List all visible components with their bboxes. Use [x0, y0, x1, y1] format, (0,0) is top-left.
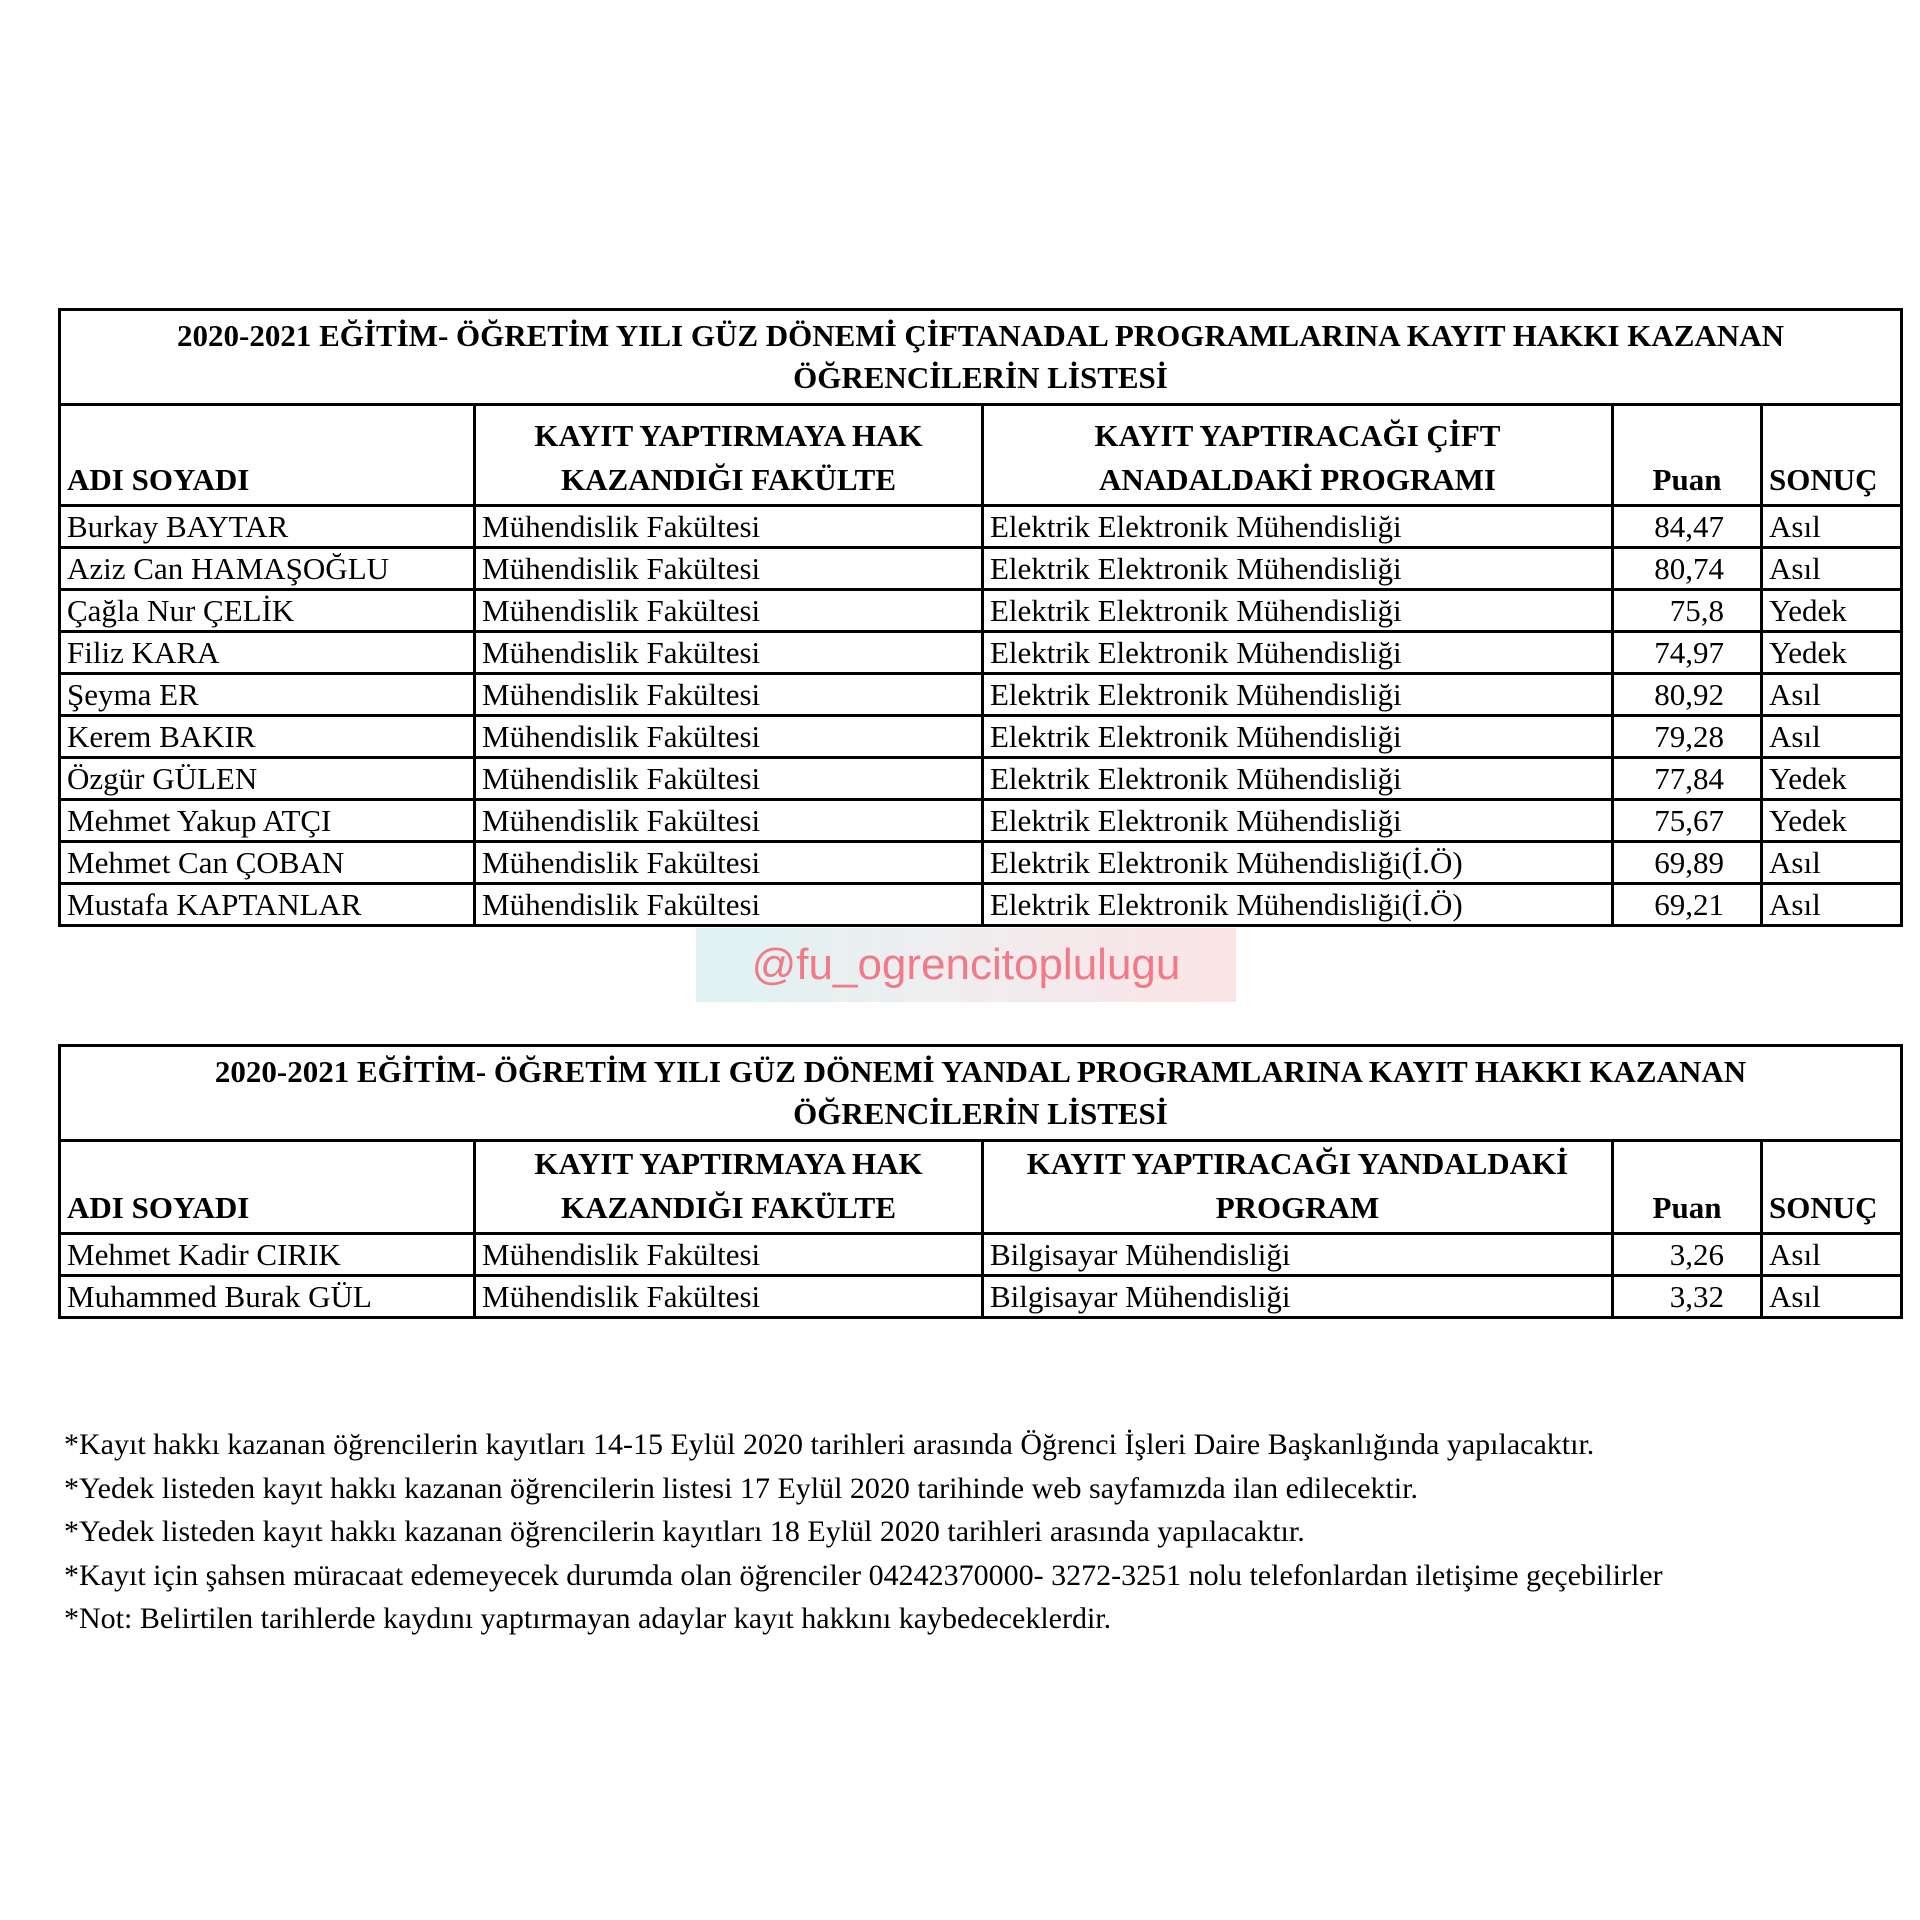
header-program-line-1: KAYIT YAPTIRACAĞI YANDALDAKİ: [1026, 1146, 1569, 1181]
double-major-table: [58, 308, 1903, 927]
cell-program: Elektrik Elektronik Mühendisliği: [983, 800, 1613, 842]
table-row: [60, 842, 1902, 884]
cell-faculty: Mühendislik Fakültesi: [475, 590, 983, 632]
header-program: [983, 405, 1613, 506]
cell-faculty: Mühendislik Fakültesi: [475, 548, 983, 590]
cell-faculty: Mühendislik Fakültesi: [475, 884, 983, 926]
cell-name: Burkay BAYTAR: [60, 506, 475, 548]
minor-table: [58, 1044, 1903, 1319]
cell-faculty: Mühendislik Fakültesi: [475, 758, 983, 800]
cell-faculty: Mühendislik Fakültesi: [475, 716, 983, 758]
cell-program: Elektrik Elektronik Mühendisliği: [983, 548, 1613, 590]
cell-program: Elektrik Elektronik Mühendisliği: [983, 716, 1613, 758]
cell-score: 77,84: [1613, 758, 1762, 800]
cell-program: Bilgisayar Mühendisliği: [983, 1234, 1613, 1276]
note-line: *Yedek listeden kayıt hakkı kazanan öğrencilerin kayıtları 18 Eylül 2020 tarihleri arasında yapılacaktır.: [64, 1515, 1305, 1548]
title-line-2: ÖĞRENCİLERİN LİSTESİ: [793, 1096, 1168, 1131]
cell-name: Filiz KARA: [60, 632, 475, 674]
cell-score: 75,8: [1613, 590, 1762, 632]
cell-name: Mustafa KAPTANLAR: [60, 884, 475, 926]
table-row: [60, 884, 1902, 926]
cell-faculty: Mühendislik Fakültesi: [475, 674, 983, 716]
title-line-2: ÖĞRENCİLERİN LİSTESİ: [793, 360, 1168, 395]
header-faculty-line-1: KAYIT YAPTIRMAYA HAK: [534, 1146, 923, 1181]
header-result: SONUÇ: [1762, 1141, 1902, 1234]
cell-score: 74,97: [1613, 632, 1762, 674]
cell-name: Çağla Nur ÇELİK: [60, 590, 475, 632]
cell-score: 75,67: [1613, 800, 1762, 842]
cell-program: Elektrik Elektronik Mühendisliği: [983, 674, 1613, 716]
cell-score: 80,92: [1613, 674, 1762, 716]
table-row: [60, 590, 1902, 632]
table-row: [60, 1234, 1902, 1276]
header-result: SONUÇ: [1762, 405, 1902, 506]
watermark-label: @fu_ogrencitoplulugu: [696, 928, 1236, 1002]
header-name: ADI SOYADI: [60, 1141, 475, 1234]
cell-result: Yedek: [1762, 632, 1902, 674]
header-row: [60, 1141, 1902, 1234]
cell-score: 3,26: [1613, 1234, 1762, 1276]
cell-result: Yedek: [1762, 590, 1902, 632]
note-line: *Kayıt hakkı kazanan öğrencilerin kayıtları 14-15 Eylül 2020 tarihleri arasında Öğrenci İşleri Daire Başkanlığında yapılacaktır.: [64, 1428, 1595, 1461]
note-line: *Kayıt için şahsen müracaat edemeyecek durumda olan öğrenciler 04242370000- 3272-3251 nolu telefonlardan iletişime geçebilirler: [64, 1558, 1663, 1592]
cell-result: Asıl: [1762, 506, 1902, 548]
table-row: [60, 548, 1902, 590]
cell-faculty: Mühendislik Fakültesi: [475, 800, 983, 842]
table-row: [60, 632, 1902, 674]
table-row: [60, 506, 1902, 548]
cell-result: Asıl: [1762, 842, 1902, 884]
title-line-1: 2020-2021 EĞİTİM- ÖĞRETİM YILI GÜZ DÖNEMİ ÇİFTANADAL PROGRAMLARINA KAYIT HAKKI KAZANAN: [177, 318, 1784, 353]
header-score: Puan: [1613, 1141, 1762, 1234]
cell-name: Şeyma ER: [60, 674, 475, 716]
cell-name: Kerem BAKIR: [60, 716, 475, 758]
cell-score: 69,21: [1613, 884, 1762, 926]
cell-name: Muhammed Burak GÜL: [60, 1276, 475, 1318]
cell-score: 84,47: [1613, 506, 1762, 548]
cell-program: Elektrik Elektronik Mühendisliği: [983, 632, 1613, 674]
header-faculty: [475, 1141, 983, 1234]
double-major-table-title: [60, 310, 1902, 405]
table-row: [60, 1276, 1902, 1318]
title-line-1: 2020-2021 EĞİTİM- ÖĞRETİM YILI GÜZ DÖNEMİ YANDAL PROGRAMLARINA KAYIT HAKKI KAZANAN: [214, 1054, 1747, 1089]
header-program: [983, 1141, 1613, 1234]
cell-result: Asıl: [1762, 716, 1902, 758]
cell-name: Özgür GÜLEN: [60, 758, 475, 800]
cell-faculty: Mühendislik Fakültesi: [475, 1276, 983, 1318]
cell-name: Aziz Can HAMAŞOĞLU: [60, 548, 475, 590]
cell-result: Yedek: [1762, 758, 1902, 800]
header-faculty-line-1: KAYIT YAPTIRMAYA HAK: [534, 418, 923, 453]
header-row: [60, 405, 1902, 506]
cell-faculty: Mühendislik Fakültesi: [475, 632, 983, 674]
header-program-line-2: ANADALDAKİ PROGRAMI: [1099, 462, 1496, 497]
cell-name: Mehmet Yakup ATÇI: [60, 800, 475, 842]
cell-result: Asıl: [1762, 884, 1902, 926]
cell-score: 80,74: [1613, 548, 1762, 590]
cell-name: Mehmet Kadir CIRIK: [60, 1234, 475, 1276]
header-program-line-2: PROGRAM: [1215, 1190, 1380, 1225]
cell-score: 69,89: [1613, 842, 1762, 884]
cell-program: Elektrik Elektronik Mühendisliği: [983, 758, 1613, 800]
cell-result: Asıl: [1762, 674, 1902, 716]
header-program-line-1: KAYIT YAPTIRACAĞI ÇİFT: [1094, 418, 1501, 453]
note-line: *Not: Belirtilen tarihlerde kaydını yaptırmayan adaylar kayıt hakkını kaybedeceklerdir.: [64, 1602, 1112, 1635]
cell-program: Elektrik Elektronik Mühendisliği(İ.Ö): [983, 842, 1613, 884]
cell-program: Elektrik Elektronik Mühendisliği: [983, 506, 1613, 548]
minor-table-title: [60, 1046, 1902, 1141]
cell-program: Elektrik Elektronik Mühendisliği(İ.Ö): [983, 884, 1613, 926]
cell-result: Asıl: [1762, 548, 1902, 590]
cell-result: Asıl: [1762, 1234, 1902, 1276]
cell-faculty: Mühendislik Fakültesi: [475, 1234, 983, 1276]
cell-score: 79,28: [1613, 716, 1762, 758]
cell-score: 3,32: [1613, 1276, 1762, 1318]
cell-result: Yedek: [1762, 800, 1902, 842]
cell-name: Mehmet Can ÇOBAN: [60, 842, 475, 884]
table-row: [60, 716, 1902, 758]
header-score: Puan: [1613, 405, 1762, 506]
header-faculty-line-2: KAZANDIĞI FAKÜLTE: [560, 1190, 897, 1225]
notes-section: [64, 1423, 1914, 1641]
cell-program: Bilgisayar Mühendisliği: [983, 1276, 1613, 1318]
cell-faculty: Mühendislik Fakültesi: [475, 842, 983, 884]
table-row: [60, 800, 1902, 842]
cell-program: Elektrik Elektronik Mühendisliği: [983, 590, 1613, 632]
table-row: [60, 674, 1902, 716]
cell-faculty: Mühendislik Fakültesi: [475, 506, 983, 548]
cell-result: Asıl: [1762, 1276, 1902, 1318]
header-name: ADI SOYADI: [60, 405, 475, 506]
table-row: [60, 758, 1902, 800]
note-line: *Yedek listeden kayıt hakkı kazanan öğrencilerin listesi 17 Eylül 2020 tarihinde web sayfamızda ilan edilecektir.: [64, 1471, 1419, 1505]
header-faculty: [475, 405, 983, 506]
header-faculty-line-2: KAZANDIĞI FAKÜLTE: [560, 462, 897, 497]
